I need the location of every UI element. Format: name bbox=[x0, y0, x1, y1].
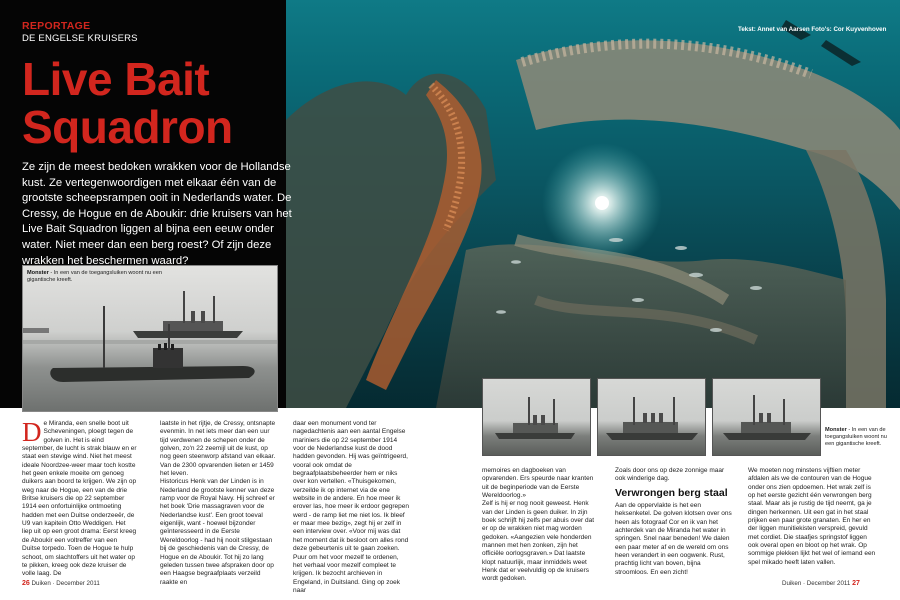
footer-magazine-left: Duiken · December 2011 bbox=[31, 580, 100, 587]
cruiser-3-illustration bbox=[713, 379, 821, 456]
historic-photo-illustration bbox=[23, 266, 278, 412]
historic-photo bbox=[22, 265, 278, 412]
body-column-4: memoires en dagboeken van opvarenden. Ers speurde naar kranten uit de beginperiode van de Eerste Wereldoorlog.» Zelf is hij er nog nooit geweest. Henk van der Linden is geen duiker. In zijn boek schrijft hij zelfs per abuis over dat er op de wrakken niet mag worden gedoken. «Aangezien vele honderden mannen met hen zonken, zijn het officiële oorlogsgraven.» Dat laatste klopt natuurlijk, maar inmiddels weet Henk dat er veelvuldig op de kruisers wordt gedoken. bbox=[482, 467, 594, 583]
body-column-5-top: Zoals door ons op deze zonnige maar ook winderige dag. bbox=[615, 467, 725, 483]
title-line-2: Squadron bbox=[22, 101, 233, 153]
photo-credit: Tekst: Annet van Aarsen Foto's: Cor Kuyvenhoven bbox=[738, 26, 887, 33]
footer-left bbox=[22, 580, 100, 587]
cruiser-photos-caption bbox=[825, 427, 893, 449]
footer-right bbox=[782, 580, 860, 587]
cruiser-caption-text: - In een van de toegangsluiken woont nu een gigantische kreeft. bbox=[825, 427, 887, 448]
cruiser-2-illustration bbox=[598, 379, 706, 456]
intro-text: Ze zijn de meest bedoken wrakken voor de Hollandse kust. Ze vertegenwoordigen met elkaar één van de grootste scheepsrampen ooit in Nederlands water. De Cressy, de Hogue en de Aboukir: drie kruisers van het Live Bait Squadron liggen al bijna een eeuw onder water. Niet meer dan een berg roest? Of zijn deze wrakken het beschermen waard? bbox=[22, 161, 292, 267]
caption-text: - In een van de toegangsluiken woont nu een gigantische kreeft. bbox=[27, 270, 162, 284]
cruiser-photo-3 bbox=[712, 378, 821, 456]
subheading: Verwrongen berg staal bbox=[615, 487, 728, 499]
cruiser-photo-2 bbox=[597, 378, 706, 456]
historic-photo-caption bbox=[27, 270, 167, 285]
page-number-left: 26 bbox=[22, 580, 30, 587]
article-title bbox=[22, 55, 284, 151]
wreck-photo bbox=[286, 0, 900, 408]
page-number-right: 27 bbox=[852, 580, 860, 587]
body-column-3: daar een monument vond ter nagedachtenis aan een aantal Engelse mariniers die op 22 september 1914 voor de Nederlandse kust de dood hadden gevonden. Hij was geïntrigeerd, vooral ook omdat de begraafplaatsbeheerder hem er niks over kon vertellen. «Thuisgekomen, verzeilde ik op internet via de ene website in de andere. En hoe meer ik erover las, hoe meer ik erdoor gegrepen werd - de ramp liet me niet los. Ik bleef er maar mee bezig», zegt hij er zelf in een interview over. «Voor mij was dat het moment dat ik besloot om alles rond deze gebeurtenis uit te gaan zoeken. Puur om het voor mezelf te ordenen, het verhaal voor mezelf compleet te krijgen. Ik bezocht archieven in Engeland, in Duitsland. Ging op zoek naar bbox=[293, 420, 409, 594]
caption-label: Monster bbox=[27, 270, 49, 276]
drop-cap: D bbox=[22, 417, 42, 447]
cruiser-caption-label: Monster bbox=[825, 427, 847, 433]
subsection-label: DE ENGELSE KRUISERS bbox=[22, 33, 138, 44]
footer-magazine-right: Duiken · December 2011 bbox=[782, 580, 851, 587]
wreck-illustration bbox=[286, 0, 900, 408]
cruiser-1-illustration bbox=[483, 379, 591, 456]
body-column-2: laatste in het rijtje, de Cressy, ontsnapte evenmin. In net iets meer dan een uur tijd verdwenen de schepen onder de golven, zo'n 22 zeemijl uit de kust, op nog geen steenworp afstand van elkaar. Van de 2300 opvarenden lieten er 1459 het leven. Historicus Henk van der Linden is in Nederland de grootste kenner van deze ramp voor de Royal Navy. Hij schreef er het boek 'Drie massagraven voor de Nederlandse kust'. Een groot toeval eigenlijk, want - hoewel bijzonder geïnteresseerd in de Eerste Wereldoorlog - had hij nooit stilgestaan bij de geschiedenis van de Cressy, de Hogue en de Aboukir. Tot hij zo lang geleden tussen twee afspraken door op een Haagse begraafplaats verzeild raakte en bbox=[160, 420, 276, 586]
cruiser-photo-1 bbox=[482, 378, 591, 456]
body-column-5: Aan de oppervlakte is het een heksenketel. De golven klotsen over ons heen als fotograaf Cor en ik van het achterdek van de Miranda het water in springen. Snel naar beneden! We dalen een paar meter af en de wereld om ons heen verandert in een oogwenk. Rust, prachtig licht van boven, bijna stroomloos. En een zicht! bbox=[615, 502, 732, 576]
body-column-6: We moeten nog minstens vijftien meter afdalen als we de contouren van de Hogue onder ons zien opdoemen. Het wrak zelf is op het eerste gezicht één verwrongen berg staal. Maar als je rustig de tijd neemt, ga je dingen herkennen. Uit een gat in het staal prijken een paar grote granaten. En her en der liggen munitiekisten verspreid, gevuld met cordiet. Die staafjes springstof liggen ook overal open en bloot op het wrak. Op sommige plekken lijkt het wel of iemand een spel mikado heeft laten vallen. bbox=[748, 467, 876, 566]
section-label: REPORTAGE bbox=[22, 20, 91, 32]
body-column-1 bbox=[22, 417, 137, 579]
title-line-1: Live Bait bbox=[22, 53, 210, 105]
body-column-1-text: e Miranda, een snelle boot uit Scheveningen, ploegt tegen de golven in. Het is eind september, de lucht is strak blauw en er staat een stevige wind. Niet het meest ideale Noordzee-weer maar toch kostte het geen enkele moeite om genoeg duikers aan boord te krijgen. We zijn op weg naar de Hogue, een van de drie Britse kruisers die op 22 september 1914 een onfortuinlijke ontmoeting hadden met een Duitse onderzeeër, de U9 van kapitein Otto Weddigen. Het liep uit op een groot drama: Eerst kreeg de Aboukir een voltreffer van een Duitse torpedo. Toen de Hogue te hulp schoot, om slachtoffers uit het water op te pikken, kreeg ook deze kruiser de volle laag. De bbox=[22, 420, 137, 578]
